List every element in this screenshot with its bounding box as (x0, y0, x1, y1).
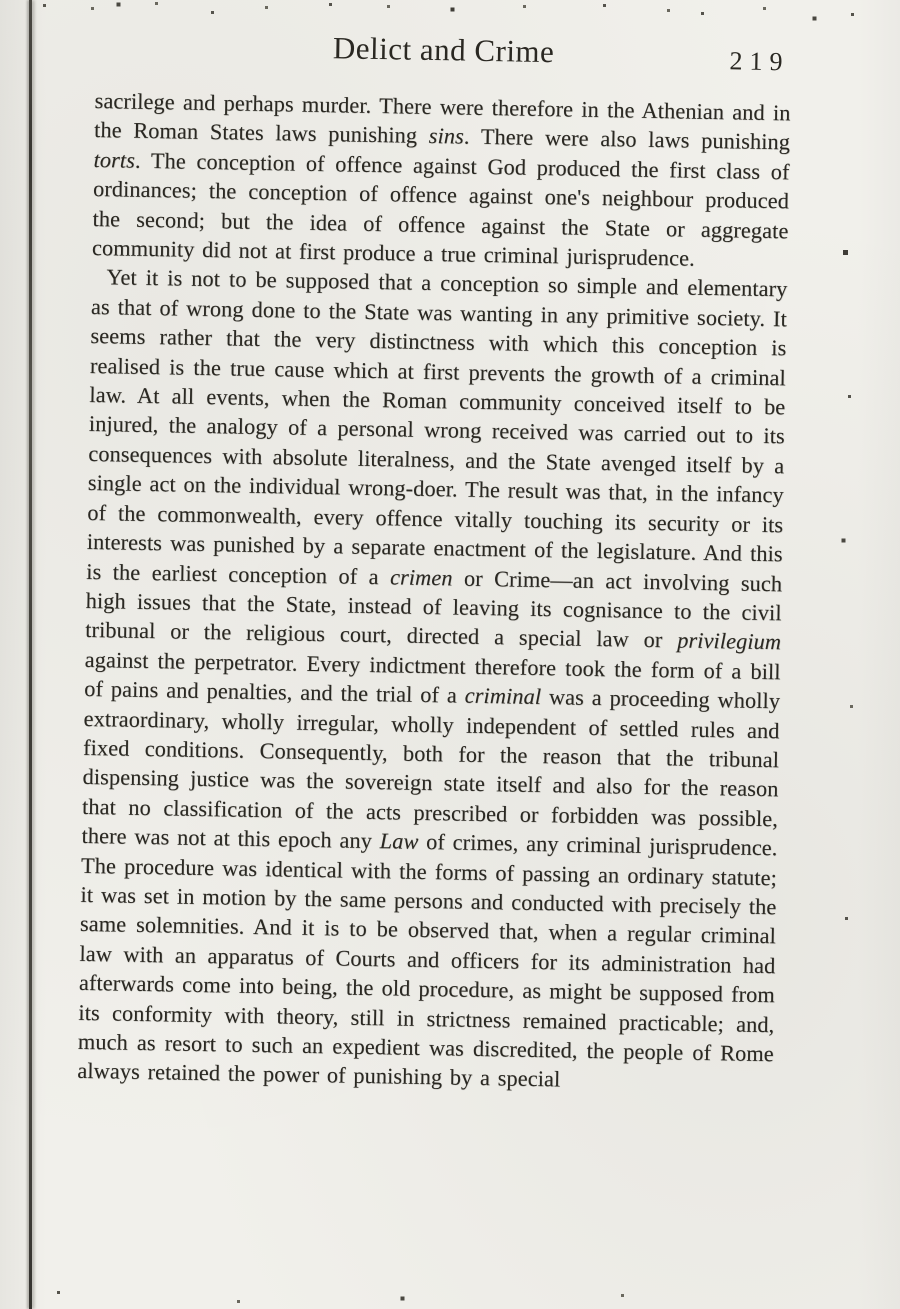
italic-term: sins (428, 123, 465, 149)
text-run: Yet it is not to be supposed that a conception so simple and elementary as that of wrong done to the State was wanting in any primitive society. It seems rather that the very distinctness with which this conception is realised is the true cause which at first prevents the growth of a criminal law. At all events, when the Roman community conceived itself to be injured, the analogy of a personal wrong received was carried out to its consequences with absolute literalness, and the State avenged itself by a single act on the individual wrong-doer. The result was that, in the infancy of the commonwealth, every offence vitally touching its security or its interests was punished by a separate enactment of the legislature. And this is the earliest conception of a (86, 264, 788, 589)
paragraph (77, 262, 788, 1098)
text-run: was a proceeding wholly extraordinary, wholly irregular, wholly independent of settled rules and fixed conditions. Consequently, both for the reason that the tribunal dispensing justice was the sovereign state itself and also for the reason that no classification of the acts prescribed or forbidden was possible, there was not at this epoch any (81, 684, 781, 854)
italic-term: privilegium (677, 627, 782, 655)
text-run: of crimes, any criminal jurisprudence. The procedure was identical with the forms of passing an ordinary statute; it was set in motion by the same persons and conducted with precisely the same solemnities. And it is to be observed that, when a regular criminal law with an apparatus of Courts and officers for its administration had afterwards come into being, the old procedure, as might be supposed from its conformity with theory, still in strictness remained practicable; and, much as resort to such an expedient was discredited, the people of Rome always retained the power of punishing by a special (77, 829, 778, 1092)
running-title: Delict and Crime (332, 30, 555, 70)
binding-shadow (29, 0, 32, 1309)
text-run: against the perpetrator. Every indictment therefore took the form of a bill of pains and penalties, and the trial of a (83, 646, 781, 708)
page-content (77, 26, 792, 1098)
italic-term: crimen (389, 563, 453, 590)
page-body (77, 86, 791, 1098)
text-run: . There were also laws punishing (463, 123, 791, 155)
page-header (95, 26, 792, 86)
italic-term: Law (379, 828, 419, 855)
text-run: sacrilege and perhaps murder. There were therefore in the Athenian and in the Roman States laws punishing (93, 87, 791, 149)
text-run: or Crime—an act involving such high issues that the State, instead of leaving its cognisance to the civil tribunal or the religious court, directed a special law or (85, 564, 783, 653)
scan-noise (0, 0, 1, 1)
italic-term: criminal (464, 682, 542, 710)
page-number: 219 (729, 46, 790, 77)
text-run: . The conception of offence against God produced the first class of ordinances; the conception of offence against one's neighbour produced the second; but the idea of offence against the State or aggregate community did not at first produce a true criminal jurisprudence. (91, 147, 790, 271)
italic-term: torts (93, 146, 136, 173)
paragraph (92, 86, 791, 275)
